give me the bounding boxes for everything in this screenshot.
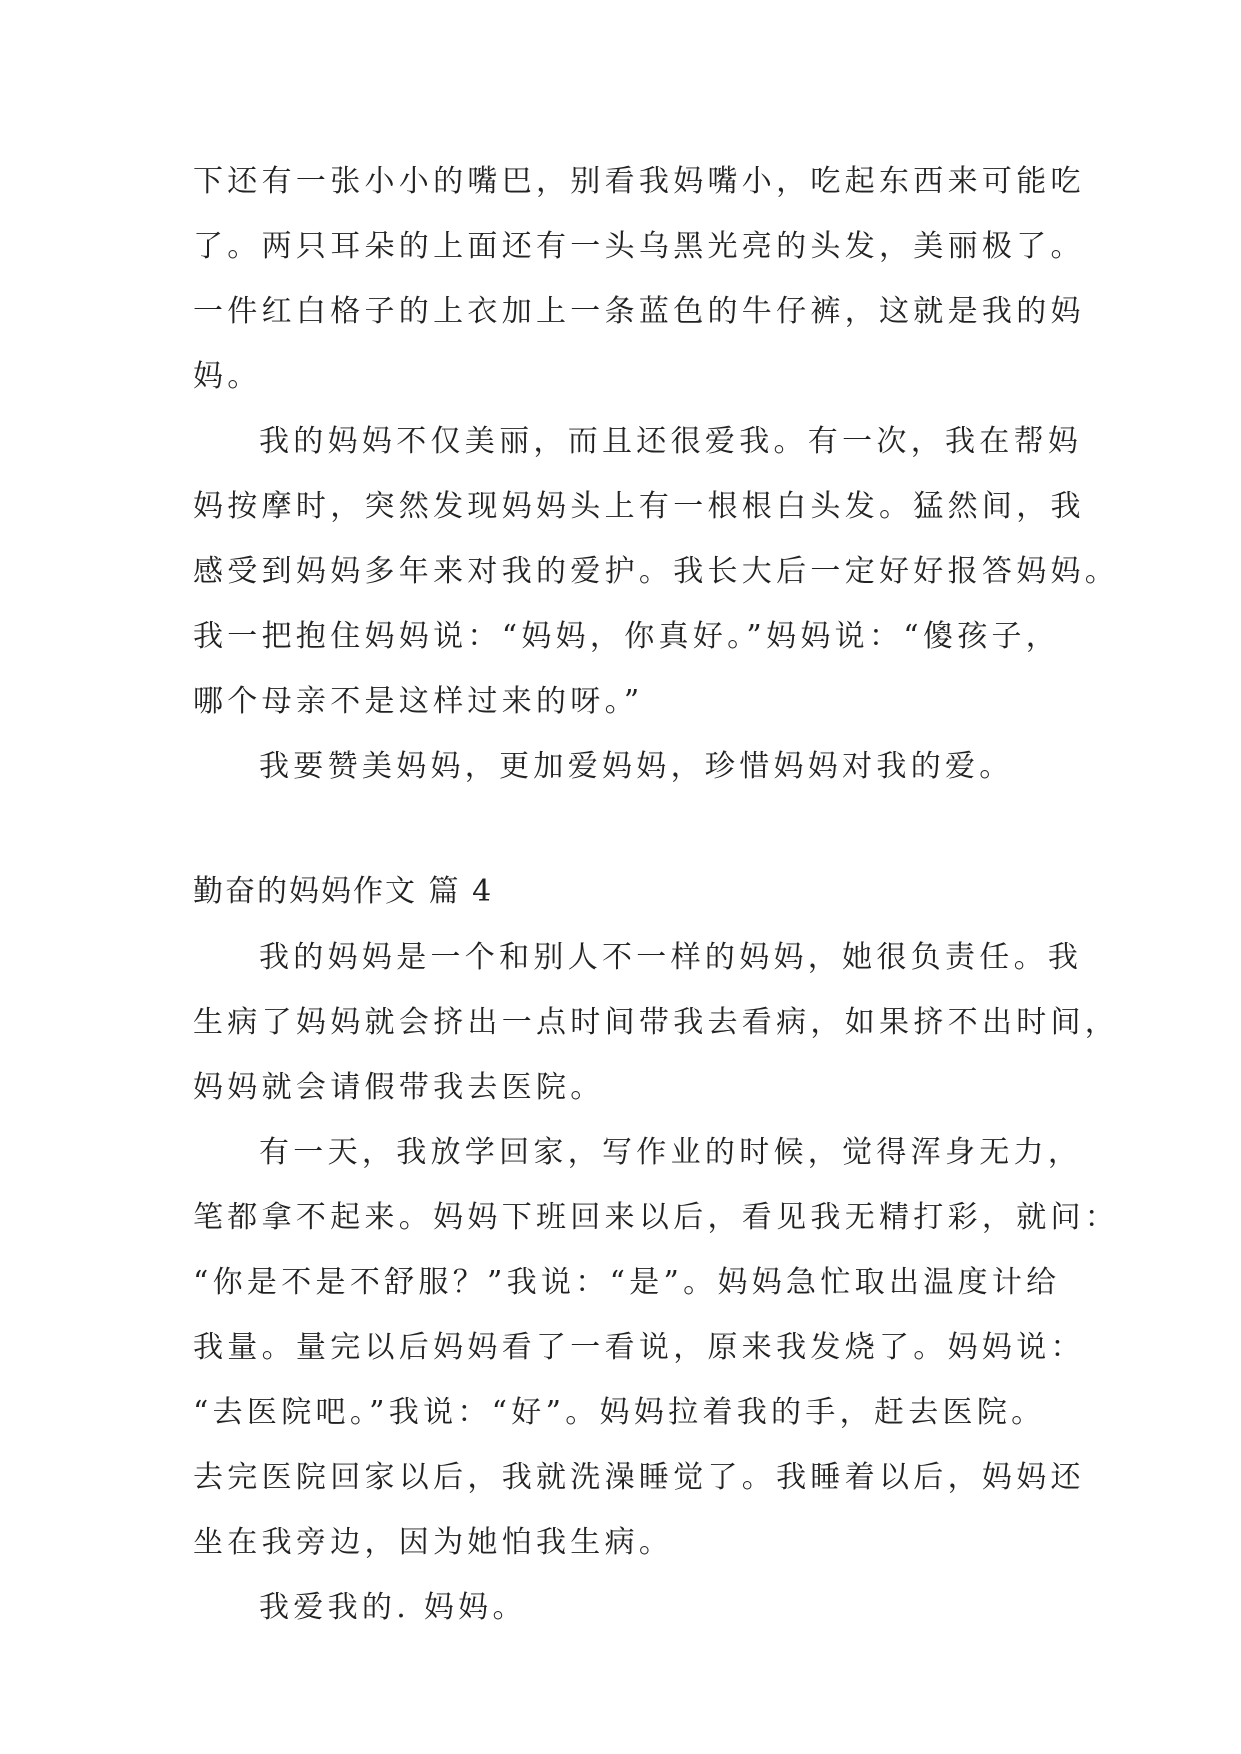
text-line: 我量。量完以后妈妈看了一看说，原来我发烧了。妈妈说： [193,1330,1085,1365]
text-line: “去医院吧。”我说：“好”。妈妈拉着我的手，赶去医院。 [193,1395,1046,1430]
text-line: 有一天，我放学回家，写作业的时候，觉得浑身无力， [259,1135,1083,1170]
text-line: 生病了妈妈就会挤出一点时间带我去看病，如果挤不出时间， [193,1005,1120,1040]
paragraph-closing [193,1586,1053,1651]
text-line: 哪个母亲不是这样过来的呀。” [193,684,644,719]
text-line: 去完医院回家以后，我就洗澡睡觉了。我睡着以后，妈妈还 [193,1460,1085,1495]
text-line: 感受到妈妈多年来对我的爱护。我长大后一定好好报答妈妈。 [193,554,1120,589]
text-line: “你是不是不舒服？”我说：“是”。妈妈急忙取出温度计给 [193,1265,1061,1300]
paragraph-praise [193,745,1053,810]
text-line: 我的妈妈不仅美丽，而且还很爱我。有一次，我在帮妈 [259,424,1083,459]
paragraph-fever-story [193,1131,1120,1586]
text-line: 妈。 [193,359,262,394]
section-spacer [193,810,1053,870]
paragraph-description-end [193,160,1085,420]
text-line: 笔都拿不起来。妈妈下班回来以后，看见我无精打彩，就问： [193,1200,1120,1235]
text-line: 妈按摩时，突然发现妈妈头上有一根根白头发。猛然间，我 [193,489,1085,524]
text-line: 妈妈就会请假带我去医院。 [193,1070,605,1105]
paragraph-mother-love [193,420,1120,745]
text-line: 我的妈妈是一个和别人不一样的妈妈，她很负责任。我 [259,940,1083,975]
paragraph-responsible [193,936,1120,1131]
text-line: 坐在我旁边，因为她怕我生病。 [193,1525,674,1560]
text-line: 了。两只耳朵的上面还有一头乌黑光亮的头发，美丽极了。 [193,229,1085,264]
text-line: 一件红白格子的上衣加上一条蓝色的牛仔裤，这就是我的妈 [193,294,1085,329]
text-line: 我要赞美妈妈，更加爱妈妈，珍惜妈妈对我的爱。 [259,749,1014,784]
text-line: 我一把抱住妈妈说：“妈妈，你真好。”妈妈说：“傻孩子， [193,619,1061,654]
text-line: 我爱我的. 妈妈。 [259,1590,527,1625]
document-page [193,160,1120,1651]
section-title: 勤奋的妈妈作文 篇 4 [193,874,494,909]
text-line: 下还有一张小小的嘴巴，别看我妈嘴小，吃起东西来可能吃 [193,164,1085,199]
